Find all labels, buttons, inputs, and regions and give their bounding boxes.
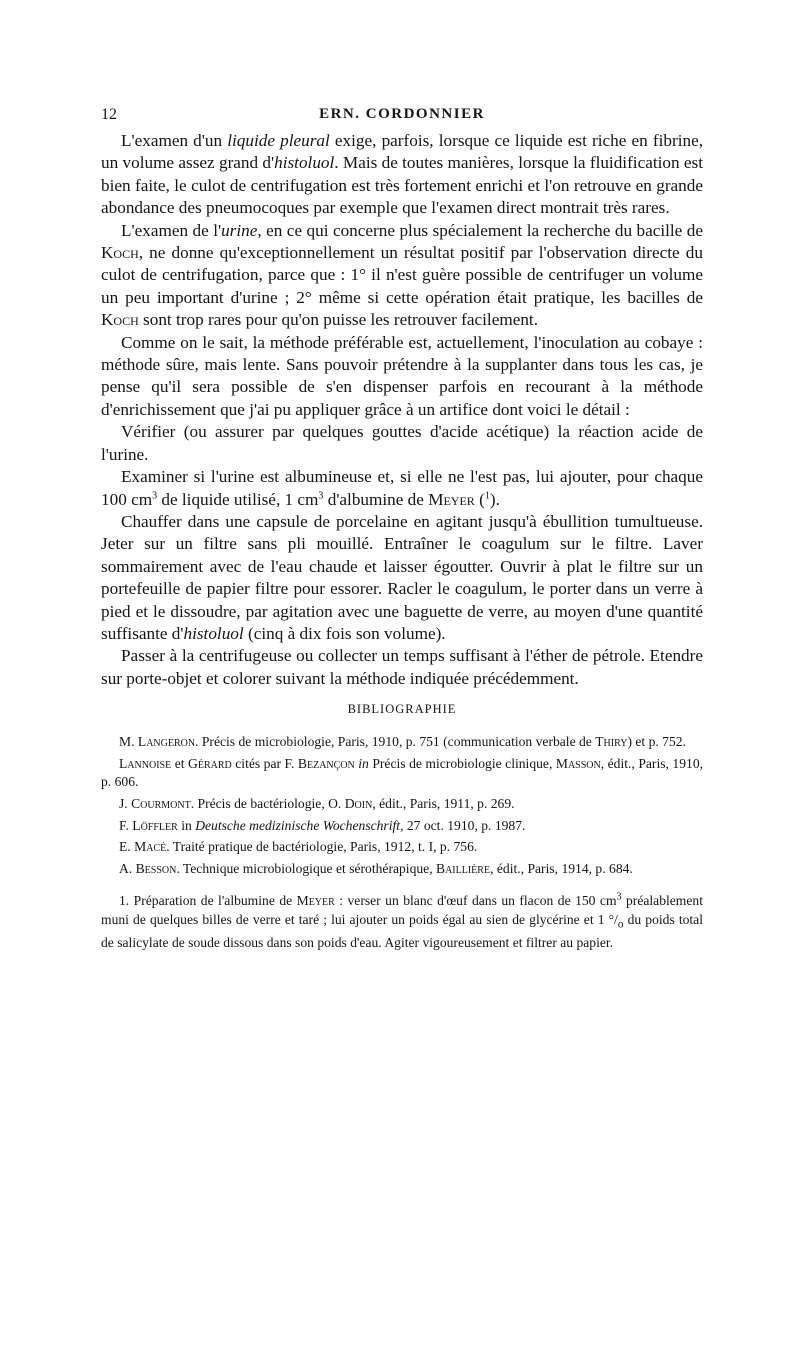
page-number: 12 <box>101 106 117 123</box>
bibliography-entry: M. Langeron. Précis de microbiologie, Paris, 1910, p. 751 (communication verbale de Thiry) et p. 752. <box>119 734 686 750</box>
paragraph-pleural-fluid: L'examen d'un liquide pleural exige, parfois, lorsque ce liquide est riche en fibrine, un volume assez grand d'histoluol. Mais de toutes manières, lorsque la fluidification est bien faite, le culot de centrifugation est très fortement enrichi et l'on retrouve en grande abondance des pneumocoques par exemple que l'examen direct montrait très rares. <box>101 131 703 218</box>
footnote: 1. Préparation de l'albumine de Meyer : verser un blanc d'œuf dans un flacon de 150 $cm^3$ préalablement muni de quelques billes de verre et taré ; lui ajouter un poids égal au sien de glycérine et 1 $^\circ/_o$ du poids total de salicylate de soude dissous dans son poids d'eau. Agiter vigoureusement et filtrer au papier. <box>101 891 703 951</box>
bibliography-entry: J. Courmont. Précis de bactériologie, O. Doin, édit., Paris, 1911, p. 269. <box>119 795 515 811</box>
paragraph-verify-acidity: Vérifier (ou assurer par quelques gouttes d'acide acétique) la réaction acide de l'urine. <box>101 422 703 464</box>
bibliography-entry: Lannoise et Gérard cités par F. Bezançon in Précis de microbiologie clinique, Masson, édit., Paris, 1910, p. 606. <box>101 755 704 790</box>
bibliography-title: BIBLIOGRAPHIE <box>347 702 457 717</box>
running-title: ERN. CORDONNIER <box>319 106 485 122</box>
paragraph-centrifuge-step: Passer à la centrifugeuse ou collecter un temps suffisant à l'éther de pétrole. Etendre sur porte-objet et colorer suivant la méthode indiquée précédemment. <box>101 646 703 688</box>
bibliography-entry: E. Macé. Traité pratique de bactériologie, Paris, 1912, t. I, p. 756. <box>119 839 478 855</box>
body-text <box>101 130 703 690</box>
bibliography-list <box>101 733 703 878</box>
paragraph-albumin-step: Examiner si l'urine est albumineuse et, si elle ne l'est pas, lui ajouter, pour chaque 100 $cm^3$ de liquide utilisé, 1 $cm^3$ d'albumine de Meyer ($^1$). <box>101 467 703 509</box>
running-header <box>101 96 703 122</box>
bibliography-entry: A. Besson. Technique microbiologique et sérothérapique, Baillière, édit., Paris, 1914, p. 684. <box>119 860 633 876</box>
paragraph-urine-exam: L'examen de l'urine, en ce qui concerne plus spécialement la recherche du bacille de Koch, ne donne qu'exceptionnellement un résultat positif par l'observation directe du culot de centrifugation, parce que : 1° il n'est guère possible de centrifuger un volume un peu important d'urine ; 2° même si cette opération était pratique, les bacilles de Koch sont trop rares pour qu'on puisse les retrouver facilement. <box>101 220 703 330</box>
document-page <box>101 96 703 953</box>
paragraph-heating-step: Chauffer dans une capsule de porcelaine en agitant jusqu'à ébullition tumultueuse. Jeter sur un filtre sans pli mouillé. Entraîner le coagulum sur le filtre. Laver sommairement avec de l'eau chaude et laisser égoutter. Ouvrir à plat le filtre sur un portefeuille de papier filtre pour essorer. Racler le coagulum, le porter dans un verre à pied et le dissoudre, par agitation avec une baguette de verre, au moyen d'une quantité suffisante d'histoluol (cinq à dix fois son volume). <box>101 511 703 643</box>
paragraph-inoculation-method: Comme on le sait, la méthode préférable est, actuellement, l'inoculation au cobaye : méthode sûre, mais lente. Sans pouvoir prétendre à la supplanter dans tous les cas, je pense qu'il sera possible de s'en dispenser parfois en recourant à la méthode d'enrichissement que j'ai pu appliquer grâce à un artifice dont voici le détail : <box>101 332 703 419</box>
bibliography-entry: F. Löffler in Deutsche medizinische Wochenschrift, 27 oct. 1910, p. 1987. <box>119 817 526 833</box>
